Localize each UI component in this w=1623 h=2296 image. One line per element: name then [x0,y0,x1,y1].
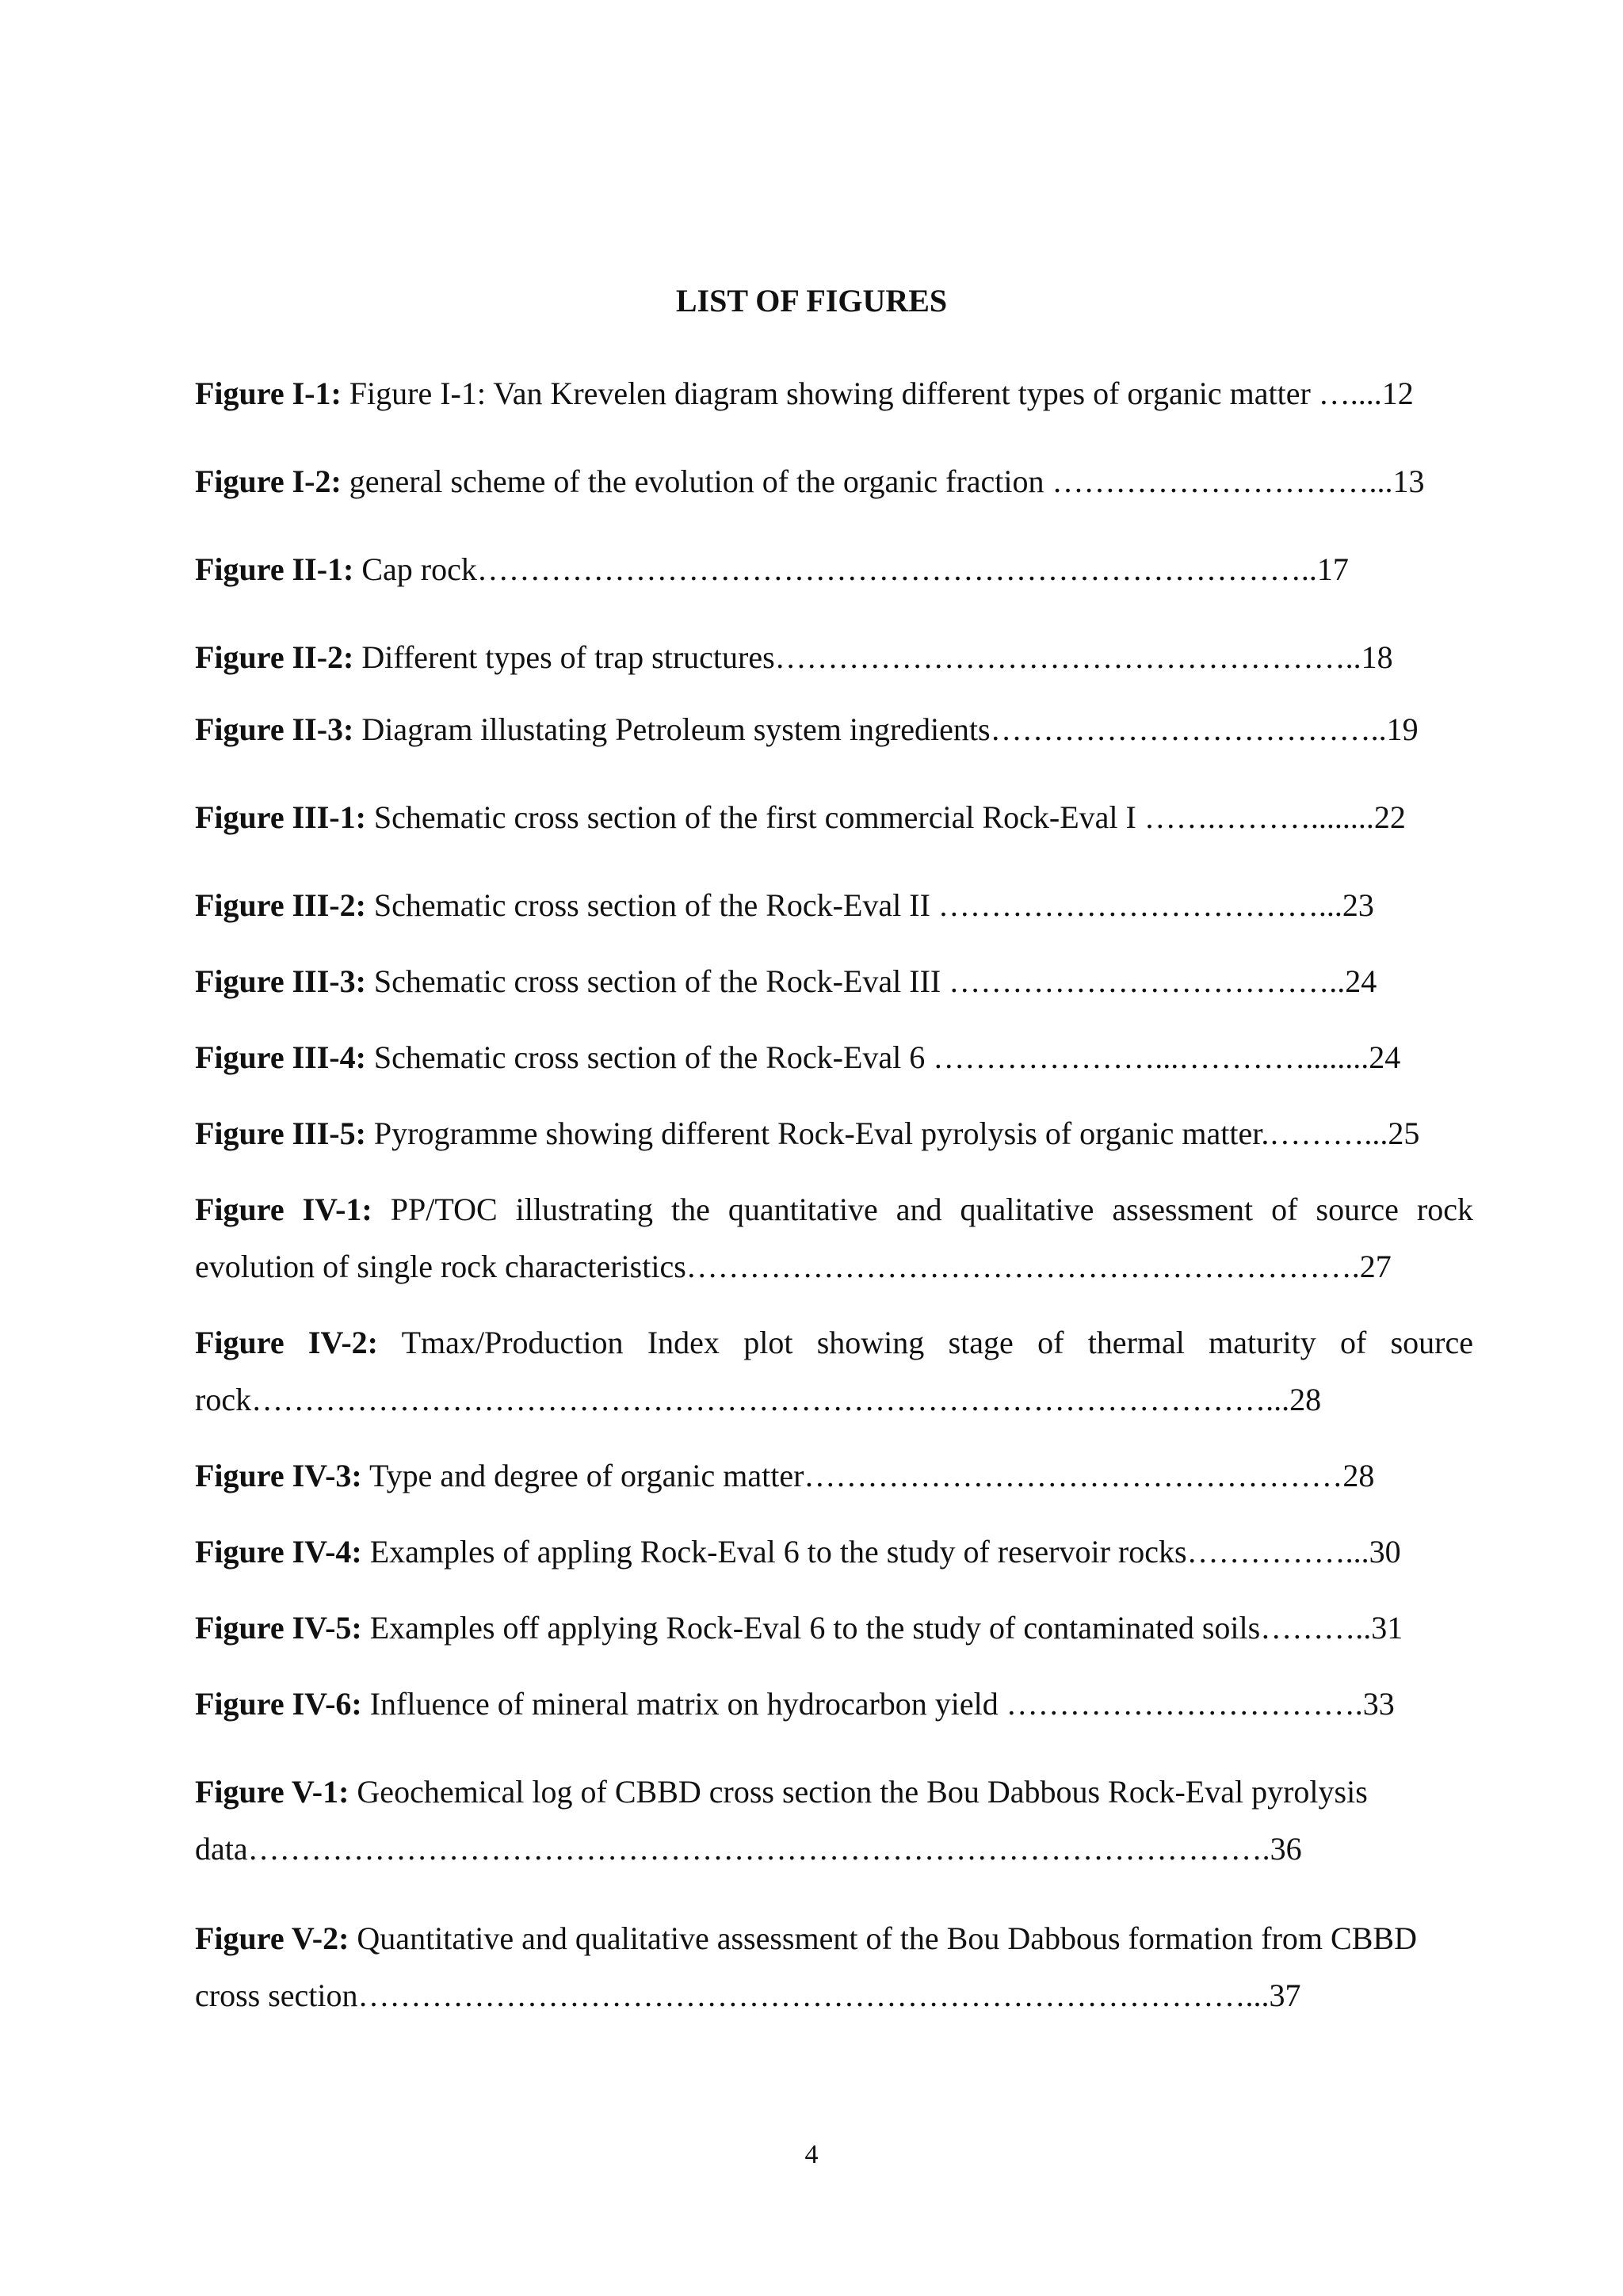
figure-label: Figure III-4: [195,1039,366,1075]
figure-label: Figure IV-4: [195,1534,362,1569]
page-title: LIST OF FIGURES [675,283,948,318]
figure-caption: Tmax/Production Index plot showing stage of thermal maturity of source [401,1325,1473,1360]
figure-label: Figure III-5: [195,1116,366,1151]
figure-label: Figure III-2: [195,887,366,923]
figure-label: Figure IV-1: [195,1192,372,1227]
figure-label: Figure IV-5: [195,1610,362,1646]
figure-label: Figure IV-2: [195,1325,378,1360]
figure-label: Figure II-1: [195,551,354,587]
figure-entry-ii-3 [195,710,1473,749]
figure-entry-iv-2 [195,1323,1473,1420]
figure-entry-iv-6 [195,1684,1473,1724]
figure-label: Figure V-1: [195,1774,349,1810]
figure-caption: Schematic cross section of the Rock-Eval II ………………………………...23 [373,887,1374,923]
figure-entry-i-1 [195,374,1473,414]
figure-entry-iv-1 [195,1190,1473,1287]
figure-caption-continued: cross section…………………………………………………………………………...37 [195,1978,1301,2013]
figure-entry-iii-2 [195,886,1473,925]
figure-entry-iv-4 [195,1532,1473,1572]
figure-entry-v-2 [195,1919,1473,2016]
figure-entry-iii-3 [195,962,1473,1001]
figure-caption: Pyrogramme showing different Rock-Eval pyrolysis of organic matter.………...25 [373,1116,1420,1151]
figure-caption-continued: evolution of single rock characteristics……………………………………………………….27 [195,1249,1392,1284]
figure-label: Figure III-3: [195,963,366,999]
figure-caption: Schematic cross section of the Rock-Eval III ………………………………..24 [373,963,1377,999]
figure-caption-continued: data…………………………………………………………………………………….36 [195,1831,1302,1867]
figure-entry-iii-4 [195,1038,1473,1077]
figure-caption: Figure I-1: Van Krevelen diagram showing different types of organic matter …....12 [349,376,1414,411]
figure-first-line [195,1323,1473,1363]
figure-caption: PP/TOC illustrating the quantitative and qualitative assessment of source rock [390,1192,1473,1227]
figure-caption: Schematic cross section of the first commercial Rock-Eval I …….………........22 [373,799,1406,835]
figure-entry-iv-5 [195,1608,1473,1648]
figure-first-line [195,1772,1473,1812]
figure-entry-iii-5 [195,1114,1473,1154]
figure-caption: Cap rock……………………………………………………………………..17 [361,551,1349,587]
figure-first-line [195,1190,1473,1230]
figure-label: Figure III-1: [195,799,366,835]
figure-caption: Geochemical log of CBBD cross section the Bou Dabbous Rock-Eval pyrolysis [357,1774,1368,1810]
figure-caption: Diagram illustating Petroleum system ingredients………………………………..19 [361,711,1419,747]
figure-label: Figure I-1: [195,376,342,411]
figure-caption: Quantitative and qualitative assessment of the Bou Dabbous formation from CBBD [357,1920,1417,1956]
figure-caption: Examples off applying Rock-Eval 6 to the study of contaminated soils………..31 [369,1610,1403,1646]
figure-entry-ii-2 [195,638,1473,677]
figure-caption: Examples of appling Rock-Eval 6 to the study of reservoir rocks……………...30 [369,1534,1401,1569]
figure-entry-iii-1 [195,798,1473,837]
figure-entry-i-2 [195,462,1473,502]
figure-entry-ii-1 [195,550,1473,589]
figure-label: Figure IV-6: [195,1686,362,1722]
figure-entry-iv-3 [195,1456,1473,1496]
page-number: 4 [804,2140,819,2169]
figure-label: Figure IV-3: [195,1458,362,1493]
figure-caption: Different types of trap structures………………………………………………..18 [361,639,1393,675]
figure-label: Figure V-2: [195,1920,349,1956]
figure-caption: Schematic cross section of the Rock-Eval 6 …………………...…………........24 [373,1039,1401,1075]
figure-entry-v-1 [195,1772,1473,1869]
figure-label: Figure I-2: [195,463,342,499]
figure-caption: Influence of mineral matrix on hydrocarbon yield …………………………….33 [369,1686,1395,1722]
figure-label: Figure II-3: [195,711,354,747]
figure-caption: general scheme of the evolution of the organic fraction …………………………...13 [349,463,1425,499]
figure-label: Figure II-2: [195,639,354,675]
figure-first-line [195,1919,1473,1958]
figure-caption: Type and degree of organic matter……………………………………………28 [369,1458,1375,1493]
figure-caption-continued: rock……………………………………………………………………………………...28 [195,1382,1322,1417]
